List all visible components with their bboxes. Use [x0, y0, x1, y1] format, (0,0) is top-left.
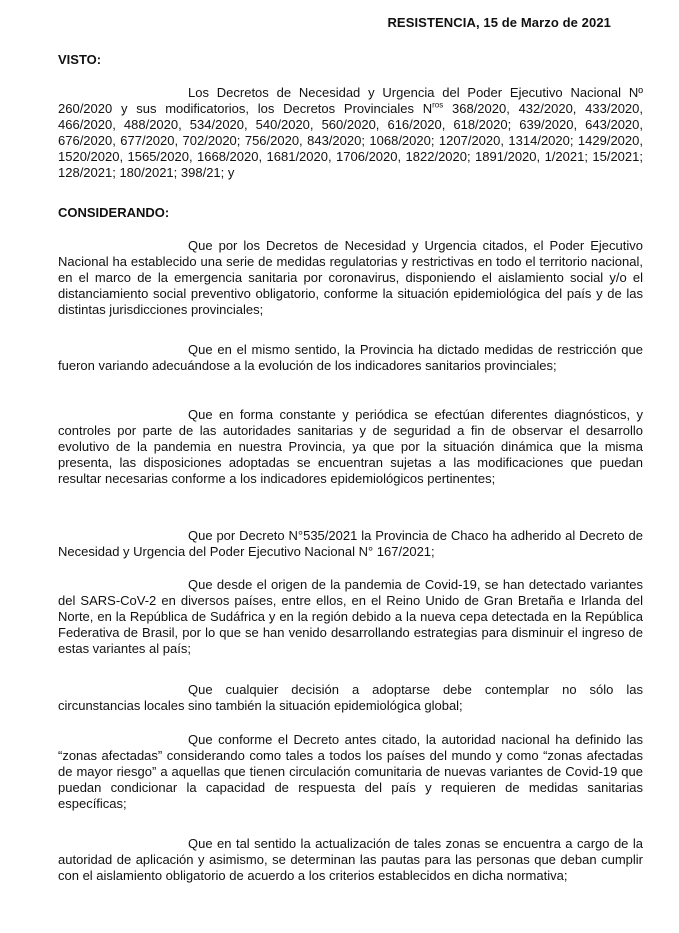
considerando-paragraph-5: Que desde el origen de la pandemia de Covid-19, se han detectado variantes del SARS-CoV-2 en diversos países, entre ellos, en el Reino Unido de Gran Bretaña e Irlanda del Norte, en la República de Sudáfrica y en la región debido a la nueva cepa detectada en la República Federativa de Brasil, por lo que se han venido desarrollando estrategias para disminuir el ingreso de estas variantes al país;	[58, 577, 643, 656]
considerando-paragraph-1: Que por los Decretos de Necesidad y Urgencia citados, el Poder Ejecutivo Nacional ha establecido una serie de medidas regulatorias y restrictivas en todo el territorio nacional, en el marco de la emergencia sanitaria por coronavirus, disponiendo el aislamiento social y/o el distanciamiento social preventivo obligatorio, conforme la situación epidemiológica del país y de las distintas jurisdicciones provinciales;	[58, 238, 643, 317]
considerando-paragraph-3: Que en forma constante y periódica se efectúan diferentes diagnósticos, y controles por parte de las autoridades sanitarias y de seguridad a fin de observar el desarrollo evolutivo de la pandemia en nuestra Provincia, ya que por la situación dinámica que la misma presenta, las disposiciones adoptadas se encuentran sujetas a las modificaciones que puedan resultar necesarias conforme a los indicadores epidemiológicos pertinentes;	[58, 407, 643, 486]
document-date: RESISTENCIA, 15 de Marzo de 2021	[387, 15, 611, 30]
considerando-paragraph-4: Que por Decreto N°535/2021 la Provincia de Chaco ha adherido al Decreto de Necesidad y Urgencia del Poder Ejecutivo Nacional N° 167/2021;	[58, 528, 643, 559]
considerando-paragraph-6: Que cualquier decisión a adoptarse debe contemplar no sólo las circunstancias locales sino también la situación epidemiológica global;	[58, 682, 643, 713]
considerando-paragraph-2: Que en el mismo sentido, la Provincia ha dictado medidas de restricción que fueron variando adecuándose a la evolución de los indicadores sanitarios provinciales;	[58, 342, 643, 373]
visto-text-end: 368/2020, 432/2020, 433/2020, 466/2020, 488/2020, 534/2020, 540/2020, 560/2020, 616/2020, 618/2020; 639/2020, 643/2020, 676/2020, 677/2020, 702/2020; 756/2020, 843/2020; 1068/2020; 1207/2020, 1314/2020; 1429/2020, 1520/2020, 1565/2020, 1668/2020, 1681/2020, 1706/2020, 1822/2020; 1891/2020, 1/2021; 15/2021; 128/2021; 180/2021; 398/21; y	[58, 101, 643, 180]
considerando-paragraph-7: Que conforme el Decreto antes citado, la autoridad nacional ha definido las “zonas afectadas” considerando como tales a todos los países del mundo y como “zonas afectadas de mayor riesgo” a aquellas que tienen circulación comunitaria de nuevas variantes de Covid-19 que puedan condicionar la capacidad de respuesta del país y requieren de medidas sanitarias específicas;	[58, 732, 643, 811]
visto-heading: VISTO:	[58, 52, 102, 67]
visto-text-superscript: ros	[432, 100, 444, 110]
considerando-paragraph-8: Que en tal sentido la actualización de tales zonas se encuentra a cargo de la autoridad de aplicación y asimismo, se determinan las pautas para las personas que deban cumplir con el aislamiento obligatorio de acuerdo a los criterios establecidos en dicha normativa;	[58, 836, 643, 883]
visto-text-start: Los Decretos de Necesidad y Urgencia del Poder Ejecutivo Nacional Nº 260/2020 y sus modificatorios, los Decretos Provinciales N	[58, 85, 643, 116]
considerando-heading: CONSIDERANDO:	[58, 205, 170, 220]
visto-paragraph	[58, 85, 643, 181]
